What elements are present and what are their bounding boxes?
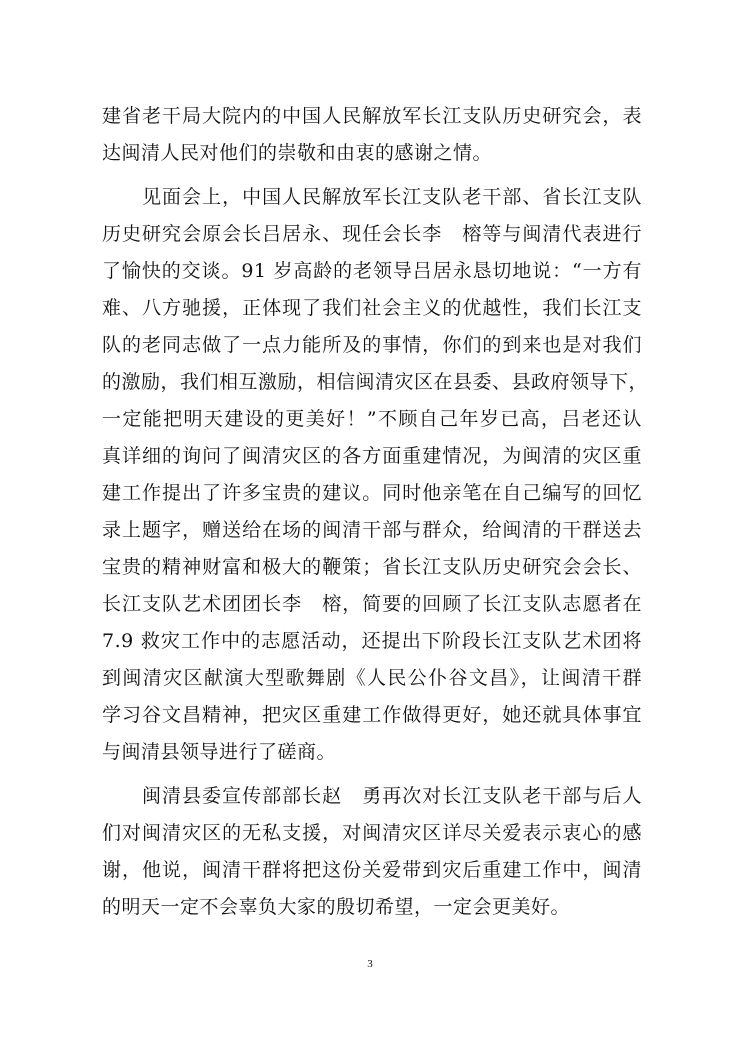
text-line: 真详细的询问了闽清灾区的各方面重建情况，为闽清的灾区重 (102, 445, 642, 467)
text-line: 宝贵的精神财富和极大的鞭策；省长江支队历史研究会会长、 (102, 556, 642, 578)
text-line: 的激励，我们相互激励，相信闽清灾区在县委、县政府领导下， (102, 371, 649, 393)
text-line: 与闽清县领导进行了磋商。 (102, 741, 337, 763)
text-line: 谢，他说，闽清干群将把这份关爱带到灾后重建工作中，闽清 (102, 859, 642, 881)
text-line: 闽清县委宣传部部长赵 勇再次对长江支队老干部与后人 (142, 785, 642, 807)
text-line: 的明天一定不会辜负大家的殷切希望，一定会更美好。 (102, 896, 571, 918)
text-line: 建省老干局大院内的中国人民解放军长江支队历史研究会，表 (102, 105, 642, 127)
text-line: 一定能把明天建设的更美好！”不顾自己年岁已高，吕老还认 (102, 408, 642, 430)
text-line: 了愉快的交谈。91 岁高龄的老领导吕居永恳切地说：“一方有 (102, 260, 642, 282)
text-line: 7.9 救灾工作中的志愿活动，还提出下阶段长江支队艺术团将 (102, 630, 642, 652)
text-line: 到闽清灾区献演大型歌舞剧《人民公仆谷文昌》，让闽清干群 (102, 667, 642, 689)
text-line: 们对闽清灾区的无私支援，对闽清灾区详尽关爱表示衷心的感 (102, 822, 642, 844)
text-line: 难、八方驰援，正体现了我们社会主义的优越性，我们长江支 (102, 297, 642, 319)
text-line: 达闽清人民对他们的崇敬和由衷的感谢之情。 (102, 142, 493, 164)
text-line: 建工作提出了许多宝贵的建议。同时他亲笔在自己编写的回忆 (102, 482, 642, 504)
text-line: 见面会上，中国人民解放军长江支队老干部、省长江支队 (142, 186, 642, 208)
text-line: 历史研究会原会长吕居永、现任会长李 榕等与闽清代表进行 (102, 223, 642, 245)
page-number: 3 (367, 958, 373, 970)
text-line: 长江支队艺术团团长李 榕，简要的回顾了长江支队志愿者在 (102, 593, 642, 615)
text-line: 队的老同志做了一点力能所及的事情，你们的到来也是对我们 (102, 334, 642, 356)
text-line: 学习谷文昌精神，把灾区重建工作做得更好，她还就具体事宜 (102, 704, 642, 726)
text-line: 录上题字，赠送给在场的闽清干部与群众，给闽清的干群送去 (102, 519, 642, 541)
